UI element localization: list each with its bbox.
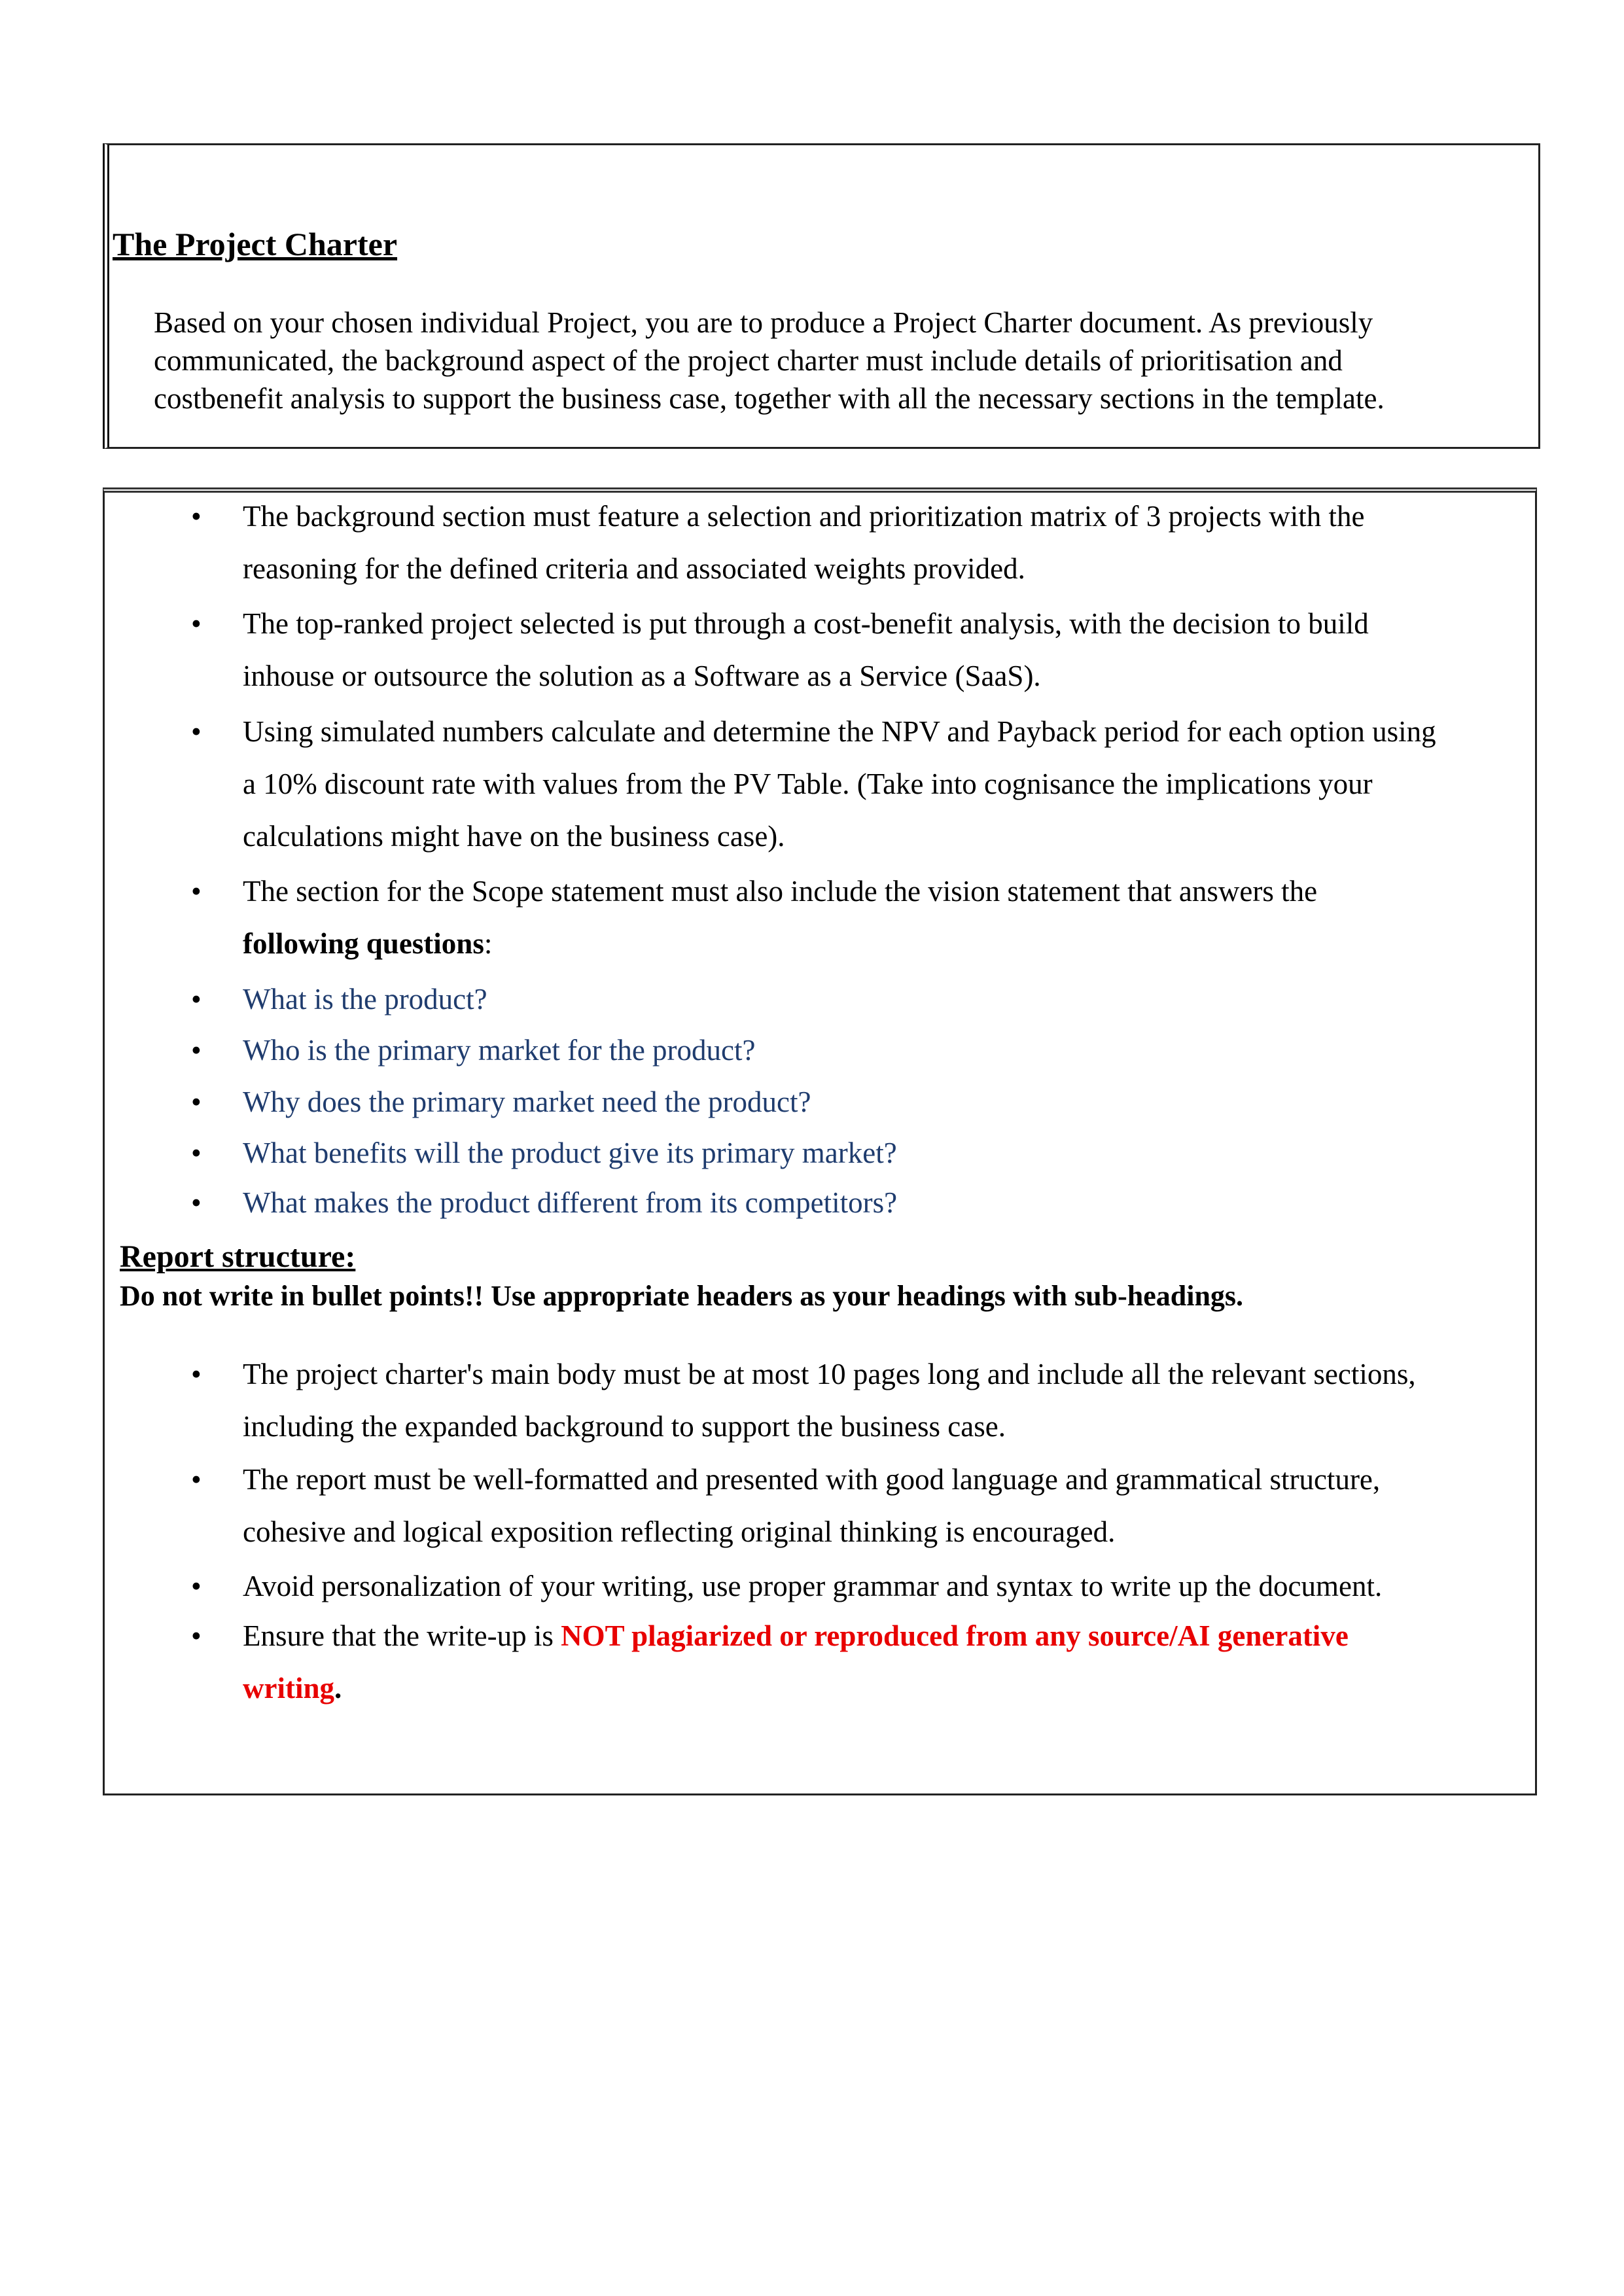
bullet-icon: •: [191, 875, 202, 908]
intro-line: costbenefit analysis to support the business case, together with all the necessary sections in the template.: [154, 382, 1385, 415]
bullet-icon: •: [191, 1137, 202, 1169]
bullet-icon: •: [191, 715, 202, 748]
bullet-icon: •: [191, 500, 202, 533]
item-text: reasoning for the defined criteria and associated weights provided.: [243, 552, 1025, 585]
suffix: .: [334, 1672, 342, 1704]
report-instruction: Do not write in bullet points!! Use appropriate headers as your headings with sub-headings.: [120, 1280, 1244, 1312]
bullet-icon: •: [191, 1463, 202, 1496]
bullet-icon: •: [191, 1619, 202, 1652]
item-text: inhouse or outsource the solution as a Software as a Service (SaaS).: [243, 660, 1041, 692]
bullet-icon: •: [191, 1034, 202, 1067]
item-text: Avoid personalization of your writing, use proper grammar and syntax to write up the document.: [243, 1570, 1383, 1602]
item-text: calculations might have on the business case).: [243, 820, 785, 853]
question-text: Why does the primary market need the product?: [243, 1086, 811, 1118]
question-text: What benefits will the product give its primary market?: [243, 1137, 897, 1169]
bold-text: following questions: [243, 927, 484, 960]
page-title: The Project Charter: [113, 226, 398, 262]
intro-paragraph: [154, 304, 1385, 417]
item-text: [243, 1610, 1349, 1662]
suffix: :: [484, 927, 493, 960]
question-text: What makes the product different from its competitors?: [243, 1186, 898, 1219]
item-text: The background section must feature a selection and prioritization matrix of 3 projects with the: [243, 500, 1365, 533]
intro-line: communicated, the background aspect of the project charter must include details of prioritisation and: [154, 344, 1343, 377]
item-text: a 10% discount rate with values from the PV Table. (Take into cognisance the implications your: [243, 768, 1373, 800]
item-text: [243, 917, 1317, 970]
plagiarism-warning: NOT plagiarized or reproduced from any source/AI generative: [561, 1619, 1349, 1652]
item-text: The report must be well-formatted and presented with good language and grammatical structure,: [243, 1463, 1381, 1496]
plagiarism-warning: writing: [243, 1672, 334, 1704]
item-text: cohesive and logical exposition reflecting original thinking is encouraged.: [243, 1515, 1116, 1548]
report-structure-heading: Report structure:: [120, 1239, 356, 1274]
item-text: The top-ranked project selected is put through a cost-benefit analysis, with the decision to build: [243, 607, 1369, 640]
question-text: Who is the primary market for the product?: [243, 1034, 756, 1067]
item-text: [243, 1662, 1349, 1714]
bullet-icon: •: [191, 1358, 202, 1390]
item-text: including the expanded background to support the business case.: [243, 1410, 1006, 1443]
bullet-icon: •: [191, 1570, 202, 1602]
bullet-icon: •: [191, 1186, 202, 1219]
item-text: The project charter's main body must be at most 10 pages long and include all the relevant sections,: [243, 1358, 1416, 1390]
bullet-icon: •: [191, 1086, 202, 1118]
item-text: The section for the Scope statement must also include the vision statement that answers the: [243, 875, 1318, 908]
question-text: What is the product?: [243, 983, 487, 1016]
bullet-icon: •: [191, 983, 202, 1016]
bullet-icon: •: [191, 607, 202, 640]
item-text: Using simulated numbers calculate and determine the NPV and Payback period for each option using: [243, 715, 1436, 748]
prefix: Ensure that the write-up is: [243, 1619, 561, 1652]
intro-line: Based on your chosen individual Project, you are to produce a Project Charter document. As previously: [154, 306, 1373, 339]
